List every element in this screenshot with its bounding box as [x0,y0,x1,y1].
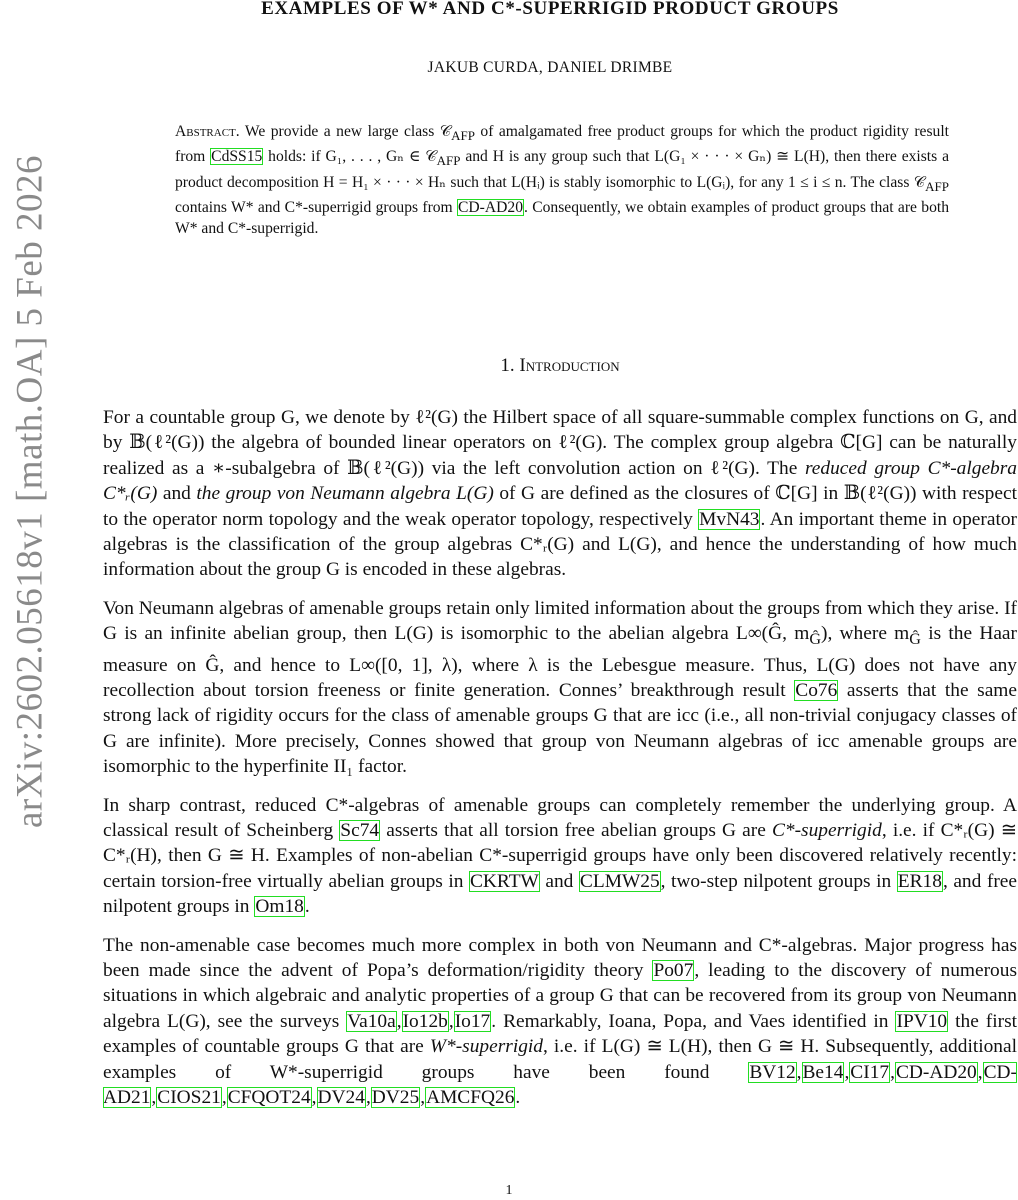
citation-link[interactable]: CI17 [850,1061,890,1083]
text-run: , [365,1087,371,1109]
paper-title: EXAMPLES OF W* AND C*-SUPERRIGID PRODUCT GROUPS [261,0,839,19]
section-number: 1. [500,355,515,376]
text-run: . An important theme in operator algebras is the classification of the group algebras C*ᵣ(G) and L(G), and hence the understanding of how much information about the group G is encoded in these algebras. [103,508,1017,581]
citation-link[interactable]: Io17 [454,1010,491,1032]
citation-link[interactable]: Va10a [347,1010,396,1032]
abstract [175,121,949,239]
paper-authors: JAKUB CURDA, DANIEL DRIMBE [427,59,673,76]
text-run: . [515,1087,521,1109]
text-run: contains W* and C*-superrigid groups from [175,198,458,216]
text-run: , [151,1087,157,1109]
citation-link[interactable]: DV24 [317,1087,365,1109]
emphasized-text: W*-superrigid [429,1036,543,1058]
text-run: asserts that all torsion free abelian groups G are [380,819,772,841]
citation-link[interactable]: ER18 [897,870,942,892]
citation-link[interactable]: BV12 [749,1061,796,1083]
citation-link[interactable]: Po07 [653,960,694,981]
text-run: , [311,1087,317,1109]
text-run: asserts that the same strong lack of rigidity occurs for the class of amenable groups G that are icc (i.e., all non-trivial conjugacy classes of G are infinite). More precisely, Connes showed that group von Neumann algebras of icc amenable groups are isomorphic to the hyperfinite II₁ factor. [103,679,1017,778]
emphasized-text: the group von Neumann algebra L(G) [196,483,494,505]
subscript: AFP [436,153,461,169]
text-run: , [420,1087,426,1109]
subscript: Ĝ [809,631,821,649]
section-heading [100,355,1018,377]
emphasized-text: reduced group C*-algebra C*ᵣ(G) [103,457,1017,505]
text-run: , [396,1010,402,1032]
text-run: , i.e. if L(G) ≅ L(H), then G ≅ H. Subsequently, additional examples of W*-superrigid groups have been found [103,1036,1017,1083]
text-run: of amalgamated free product groups for which the product rigidity result from [175,123,949,166]
citation-link[interactable]: Co76 [795,679,838,701]
text-run: . Consequently, we obtain examples of product groups that are both W* and C*-superrigid. [175,198,949,238]
text-run: , [890,1061,895,1083]
text-run: , [977,1061,983,1083]
text-run: the first examples of countable groups G that are [103,1010,1018,1058]
text-run: ), where m [821,623,910,645]
citation-link[interactable]: Io12b [402,1010,448,1032]
citation-link[interactable]: CD-AD21 [103,1061,1017,1109]
citation-link[interactable]: Be14 [802,1061,844,1083]
paragraph [103,596,1017,780]
abstract-label: Abstract. [175,123,240,140]
text-run: Von Neumann algebras of amenable groups retain only limited information about the groups from which they arise. If G is an infinite abelian group, then L(G) is isomorphic to the abelian algebra L∞(Ĝ, m [103,597,1017,645]
citation-link[interactable]: CFQOT24 [227,1087,311,1109]
citation-link[interactable]: Om18 [255,896,304,918]
text-run: , and free nilpotent groups in [103,870,1017,918]
citation-link[interactable]: CdSS15 [211,148,263,166]
paragraph [103,933,1017,1111]
text-run: . Remarkably, Ioana, Popa, and Vaes identified in [491,1010,896,1032]
text-run: , [796,1061,802,1083]
text-run: , [448,1010,454,1032]
text-run: and [157,483,197,505]
emphasized-text: C*-superrigid [771,819,882,841]
citation-link[interactable]: DV25 [371,1087,420,1109]
section-body [103,405,1017,1123]
citation-link[interactable]: AMCFQ26 [426,1087,515,1109]
paragraph [103,793,1017,920]
text-run: , [221,1087,227,1109]
text-run: 𝒞 [439,123,452,140]
citation-link[interactable]: Sc74 [340,819,380,841]
text-run: , [844,1061,850,1083]
text-run: , leading to the discovery of numerous situations in which algebraic and analytic properties of a group G that can be recovered from its group von Neumann algebra L(G), see the surveys [103,960,1017,1032]
text-run: holds: if G₁, . . . , Gₙ ∈ 𝒞 [263,148,437,166]
citation-link[interactable]: IPV10 [896,1010,948,1032]
text-run: We provide a new large class [239,123,440,140]
citation-link[interactable]: CLMW25 [579,870,660,892]
citation-link[interactable]: CD-AD20 [895,1061,977,1083]
abstract-body [175,123,949,237]
text-run: For a countable group G, we denote by ℓ²(G) the Hilbert space of all square-summable complex functions on G, and by 𝔹(ℓ²(G)) the algebra of bounded linear operators on ℓ²(G). The complex group algebra ℂ[G] can be naturally realized as a ∗-subalgebra of 𝔹(ℓ²(G)) via the left convolution action on ℓ²(G). The [103,407,1017,479]
citation-link[interactable]: CIOS21 [157,1087,221,1109]
subscript: AFP [925,178,949,194]
text-run: In sharp contrast, reduced C*-algebras of amenable groups can completely remember the underlying group. A classical result of Scheinberg [103,794,1017,841]
text-run: . [304,896,310,918]
section-title: Introduction [519,355,620,376]
text-run: , two-step nilpotent groups in [660,870,897,892]
citation-link[interactable]: CD-AD20 [458,198,523,216]
text-run: and [539,870,579,892]
paragraph [103,405,1017,583]
arxiv-identifier-stamp: arXiv:2602.05618v1 [math.OA] 5 Feb 2026 [9,154,51,829]
citation-link[interactable]: MvN43 [699,508,760,530]
subscript: Ĝ [909,631,921,649]
page-number: 1 [505,1183,513,1198]
text-run: is the Haar measure on Ĝ, and hence to L∞([0, 1], λ), where λ is the Lebesgue measure. Thus, L(G) does not have any recollection about torsion freeness or finite generation. Connes’ breakthrough result [103,623,1017,701]
text-run: The non-amenable case becomes much more complex in both von Neumann and C*-algebras. Major progress has been made since the advent of Popa’s deformation/rigidity theory [103,934,1017,981]
subscript: AFP [451,128,475,144]
citation-link[interactable]: CKRTW [469,870,539,892]
text-run: and H is any group such that L(G₁ × · · · × Gₙ) ≅ L(H), then there exists a product decomposition H = H₁ × · · · × Hₙ such that L(Hᵢ) is stably isomorphic to L(Gᵢ), for any 1 ≤ i ≤ n. The class 𝒞 [175,148,949,191]
text-run: , i.e. if C*ᵣ(G) ≅ C*ᵣ(H), then G ≅ H. Examples of non-abelian C*-superrigid groups have only been discovered relatively recently: certain torsion-free virtually abelian groups in [103,819,1017,892]
text-run: of G are defined as the closures of ℂ[G] in 𝔹(ℓ²(G)) with respect to the operator norm topology and the weak operator topology, respectively [103,483,1017,530]
